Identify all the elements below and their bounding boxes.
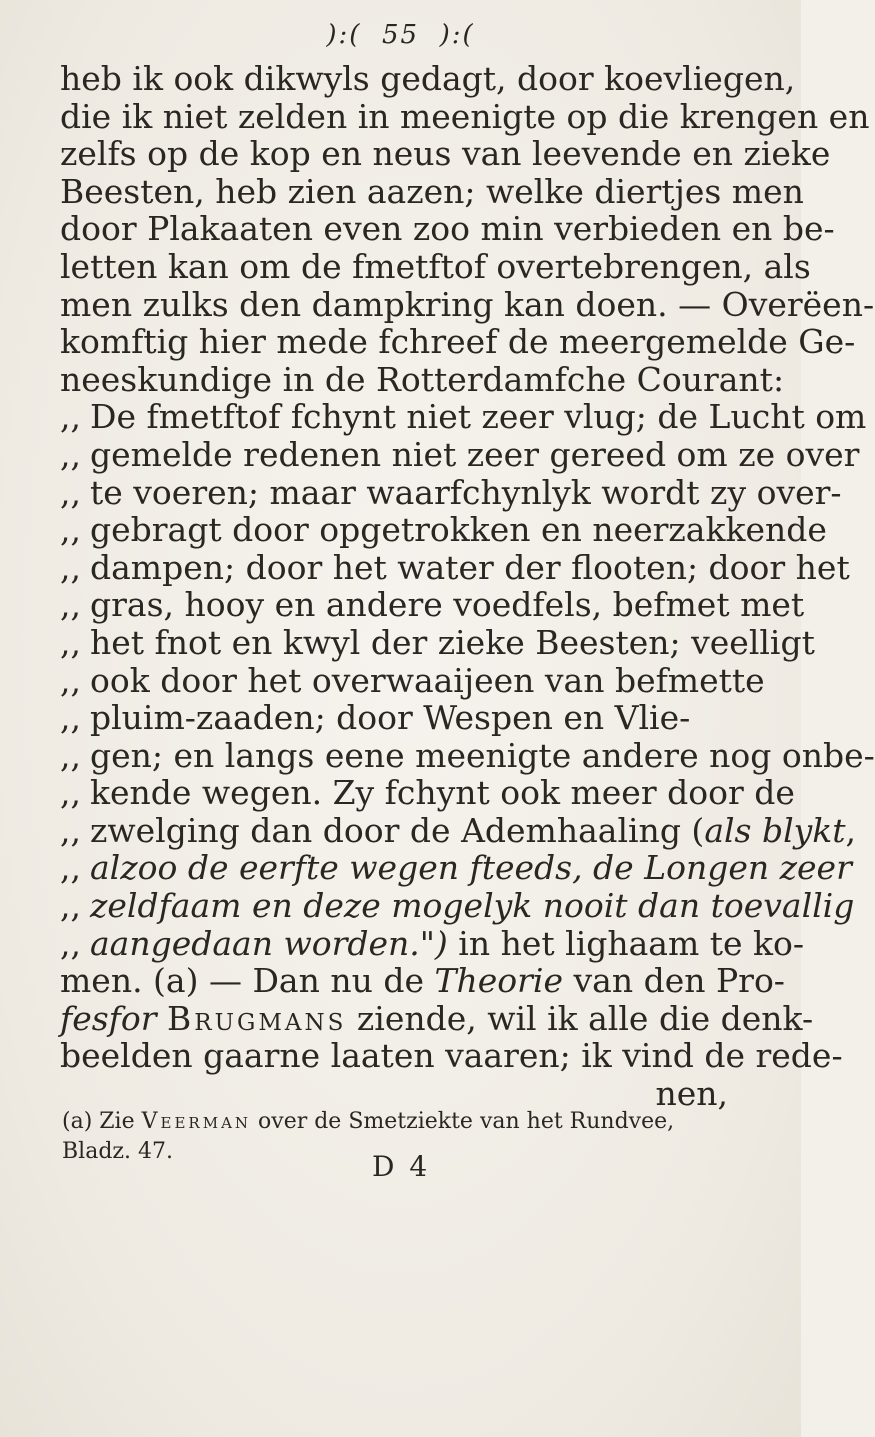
quoted-line bbox=[60, 472, 842, 512]
text-line: te voeren; maar waarfchynlyk wordt zy over- bbox=[90, 472, 842, 512]
quote-mark: ,, bbox=[60, 735, 81, 775]
italic-text: Theorie bbox=[434, 961, 564, 1001]
text-line: van den Pro- bbox=[563, 961, 785, 1001]
quote-mark: ,, bbox=[60, 886, 81, 926]
text-line: dampen; door het water der flooten; door het bbox=[90, 547, 850, 587]
text-line: die ik niet zelden in meenigte op die krengen en bbox=[60, 96, 870, 136]
quoted-line bbox=[60, 585, 805, 625]
text-line-mixed bbox=[60, 998, 814, 1038]
text-line: het fnot en kwyl der zieke Beesten; veelligt bbox=[90, 622, 815, 662]
text-line: komftig hier mede fchreef de meergemelde Ge- bbox=[60, 322, 856, 362]
quote-mark: ,, bbox=[60, 810, 81, 850]
italic-text: zeldfaam en deze mogelyk nooit dan toevallig bbox=[90, 886, 855, 926]
quote-mark: ,, bbox=[60, 397, 81, 437]
text-line: letten kan om de fmetftof overtebrengen, als bbox=[60, 246, 811, 286]
quote-mark: ,, bbox=[60, 547, 81, 587]
quoted-line bbox=[60, 699, 795, 737]
quote-mark: ,, bbox=[60, 434, 81, 474]
quoted-line bbox=[60, 810, 857, 850]
text-line: kende wegen. Zy fchynt ook meer door de bbox=[90, 773, 795, 813]
page-number: 55 bbox=[381, 20, 420, 50]
quoted-line bbox=[60, 622, 815, 662]
text-line: zelfs op de kop en neus van leevende en zieke bbox=[60, 134, 831, 174]
footnote-line: Bladz. 47. bbox=[62, 1139, 173, 1164]
quote-mark: ,, bbox=[60, 472, 81, 512]
italic-text: fesfor bbox=[60, 998, 168, 1038]
text-line: men. (a) — Dan nu de bbox=[60, 961, 435, 1001]
quote-mark: ,, bbox=[60, 698, 81, 738]
quoted-line bbox=[60, 923, 805, 963]
quoted-line bbox=[60, 848, 852, 888]
text-line: zwelging dan door de Ademhaaling ( bbox=[90, 810, 705, 850]
text-line-mixed bbox=[60, 962, 795, 1000]
quoted-line bbox=[60, 735, 875, 775]
signature-mark: D 4 bbox=[372, 1150, 431, 1183]
text-line: gebragt door opgetrokken en neerzakkende bbox=[90, 510, 827, 550]
text-line: Beesten, heb zien aazen; welke diertjes men bbox=[60, 171, 804, 211]
quote-mark: ,, bbox=[60, 923, 81, 963]
text-line: pluim-zaaden; door Wespen en Vlie- bbox=[90, 698, 691, 738]
text-line: ook door het overwaaijeen van befmette bbox=[90, 660, 765, 700]
body-text bbox=[60, 59, 875, 1114]
text-line: gen; en langs eene meenigte andere nog onbe- bbox=[90, 735, 875, 775]
page-header bbox=[0, 20, 801, 50]
header-ornament-right: ):( bbox=[439, 20, 475, 50]
quoted-line bbox=[60, 547, 850, 587]
italic-text: als blykt bbox=[704, 810, 846, 850]
text-line: nen, bbox=[655, 1074, 728, 1114]
quote-mark: ,, bbox=[60, 660, 81, 700]
quote-mark: ,, bbox=[60, 773, 81, 813]
quote-mark: ,, bbox=[60, 848, 81, 888]
text-line: De fmetftof fchynt niet zeer vlug; de Lucht om bbox=[90, 397, 867, 437]
text-line: gras, hooy en andere voedfels, befmet met bbox=[90, 585, 805, 625]
text-line: beelden gaarne laaten vaaren; ik vind de rede- bbox=[60, 1036, 843, 1076]
text-line: gemelde redenen niet zeer gereed om ze over bbox=[90, 434, 860, 474]
footnote-author: Veerman bbox=[141, 1109, 252, 1134]
footnote-text: (a) Zie bbox=[62, 1109, 142, 1134]
quoted-line bbox=[60, 662, 795, 700]
text-line: heb ik ook dikwyls gedagt, door koevliegen, bbox=[60, 59, 796, 98]
punct: , bbox=[845, 810, 857, 850]
italic-text: alzoo de eerfte wegen fteeds, de Longen zeer bbox=[90, 848, 852, 888]
text-line: ziende, wil ik alle die denk- bbox=[346, 998, 814, 1038]
footnote-text: over de Smetziekte van het Rundvee, bbox=[251, 1109, 675, 1134]
header-ornament-left: ):( bbox=[326, 20, 362, 50]
quote-mark: ,, bbox=[60, 510, 81, 550]
italic-text: aangedaan worden.") bbox=[90, 923, 448, 963]
text-line: in het lighaam te ko- bbox=[447, 923, 805, 963]
quote-mark: ,, bbox=[60, 622, 81, 662]
text-line: neeskundige in de Rotterdamfche Courant: bbox=[60, 359, 785, 399]
text-line: men zulks den dampkring kan doen. — Overëen- bbox=[60, 284, 875, 324]
author-name: Brugmans bbox=[167, 998, 347, 1038]
quoted-line bbox=[60, 510, 827, 550]
quoted-line bbox=[60, 774, 795, 812]
quoted-line bbox=[60, 397, 867, 437]
quote-mark: ,, bbox=[60, 585, 81, 625]
quoted-line bbox=[60, 434, 860, 474]
quoted-line bbox=[60, 886, 855, 926]
footnote-line bbox=[62, 1107, 762, 1137]
text-line: door Plakaaten even zoo min verbieden en be- bbox=[60, 209, 835, 249]
